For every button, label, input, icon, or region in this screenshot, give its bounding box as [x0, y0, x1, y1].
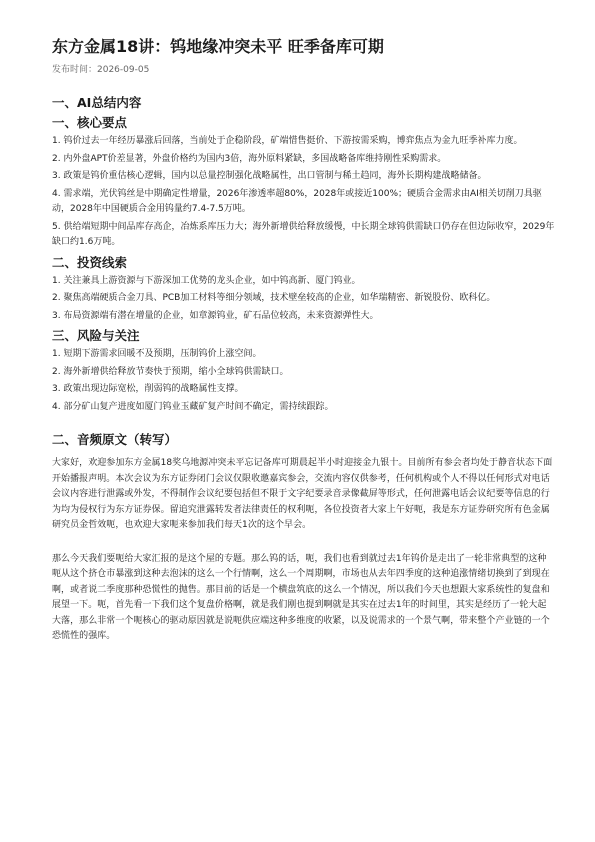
- transcript-paragraph: 大家好，欢迎参加东方金属18奖乌地源冲突未平忘记备库可期晨起半小时迎接金九银十。目前所有参会者均处于静音状态下面开始播报声明。本次会议为东方证券闭门会议仅限收邀嘉宾参会，交流内容仅供参考，任何机构或个人不得以任何形式对电话会议内容进行泄露或外发，不得制作会议纪要包括但不限于文字纪要录音录像截屏等形式，任何泄露电话会议纪要等信息的行为均为侵权行为东方证券保。留追究泄露转发者法律责任的权利呃，各位投资者大家上午好呃，我是东方证券研究所有色金属研究员金哲效呃，也欢迎大家呃来参加我们每天1次的这个早会。: [52, 458, 553, 530]
- audio-transcript-heading: 二、音频原文（转写）: [52, 432, 178, 447]
- list-item: 2. 聚焦高端硬质合金刀具、PCB加工材料等细分领域，技术壁垒较高的企业，如华瑞精密、新锐股份、欧科亿。: [52, 293, 496, 303]
- list-item: 1. 关注兼具上游资源与下游深加工优势的龙头企业，如中钨高新、厦门钨业。: [52, 275, 361, 286]
- transcript-paragraph: 那么今天我们要呃给大家汇报的是这个屋的专题。那么钨的话，呃，我们也看到就过去1年钨价是走出了一轮非常典型的这种呃从这个挤仓市暴涨到这种去泡沫的这么一个行情啊，这么一个周期啊，市场也从去年四季度的这种追涨情绪切换到了到现在啊，或者说二季度那种恐慌性的抛售。那目前的话是一个横盘筑底的这么一个情况，所以我们今天也想跟大家系统性的复盘和展望一下。呃，首先看一下我们这个复盘价格啊，就是我们刚也提到啊就是其实在过去1年的时间里，其实是经历了一轮大起大落，那么非常一个呃核心的驱动原因就是说呃供应端这种多维度的收紧，以及说需求的一个景气啊，带来整个产业链的一个恐慌性的强库。: [52, 553, 550, 641]
- list-item: 3. 政策出现边际宽松，削弱钨的战略属性支撑。: [52, 384, 244, 394]
- ai-summary-heading: 一、AI总结内容: [52, 95, 142, 110]
- list-item: 3. 政策是钨价重估核心逻辑，国内以总量控制强化战略属性，出口管制与稀土趋同，海外长期构建战略储备。: [52, 171, 487, 181]
- list-item: 2. 海外新增供给释放节奏快于预期，缩小全球钨供需缺口。: [52, 366, 289, 377]
- list-item: 5. 供给端短期中间品库存高企，冶炼系库压力大；海外新增供给释放缓慢，中长期全球钨供需缺口仍存在但边际收窄，2029年缺口约1.6万吨。: [52, 221, 555, 247]
- publish-date: 发布时间：2026-09-05: [52, 65, 150, 75]
- investment-heading: 二、投资线索: [52, 254, 128, 270]
- list-item: 3. 布局资源端有潜在增量的企业，如章源钨业，矿石品位较高，未来资源弹性大。: [52, 310, 379, 321]
- risks-heading: 三、风险与关注: [52, 328, 140, 343]
- list-item: 1. 短期下游需求回暖不及预期，压制钨价上涨空间。: [52, 349, 262, 359]
- list-item: 4. 需求端，光伏钨丝是中期确定性增量，2026年渗透率超80%，2028年或接近100%；硬质合金需求由AI相关切削刀具驱动，2028年中国硬质合金用钨量约7.4-7.5万吨。: [52, 188, 542, 214]
- list-item: 1. 钨价过去一年经历暴涨后回落，当前处于企稳阶段，矿端惜售挺价、下游按需采购，博弈焦点为金九旺季补库力度。: [52, 136, 523, 146]
- risks-list: [52, 347, 555, 415]
- page-title: 东方金属18讲：钨地缘冲突未平 旺季备库可期: [52, 37, 384, 56]
- key-points-heading: 一、核心要点: [52, 115, 128, 130]
- key-points-list: [52, 134, 555, 251]
- list-item: 2. 内外盘APT价差显著，外盘价格约为国内3倍，海外原料紧缺，多国战略备库维持刚性采购需求。: [52, 153, 447, 164]
- investment-list: [52, 274, 555, 325]
- list-item: 4. 部分矿山复产进度如厦门钨业玉藏矿复产时间不确定，需持续跟踪。: [52, 401, 334, 412]
